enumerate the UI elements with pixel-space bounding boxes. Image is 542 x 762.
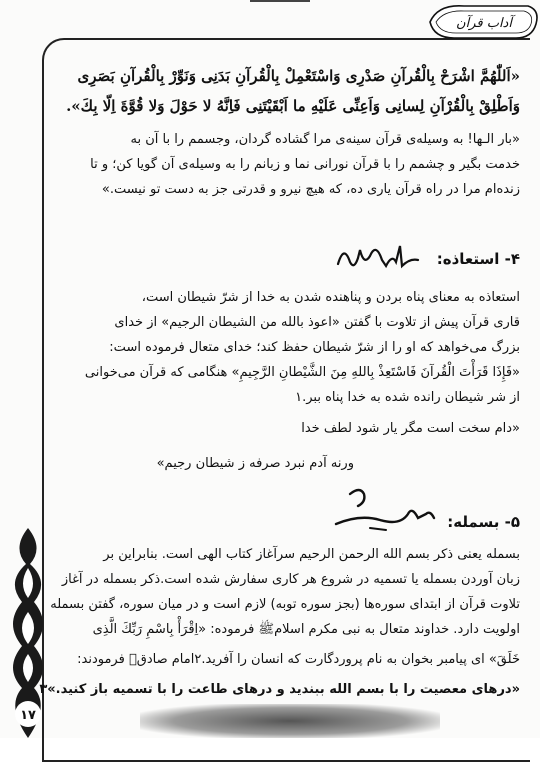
chapter-title: آداب قرآن [456, 16, 512, 31]
section-5-line-3: تلاوت قرآن از ابتدای سوره‌ها (بجز سوره توبه) لازم است و در میان سوره، گفتن بسمله [50, 597, 520, 612]
section-5-line-4: اولویت دارد. خداوند متعال به نبی مکرم اسلامﷺ فرموده: «اِقْرَأْ بِاسْمِ رَبِّكَ الَّذِی [92, 622, 520, 637]
section-4-line-1: استعاذه به معنای پناه بردن و پناهنده شدن به خدا از شرّ شیطان است، [141, 290, 520, 305]
translation-line-2: خدمت بگیر و چشمم را با قرآن نورانی نما و زبانم را به وسیله‌ی آن گویا کن؛ و تا [90, 157, 520, 172]
handwritten-note-icon [330, 236, 430, 276]
page-number: ۱۷ [20, 708, 36, 723]
section-5-line-6: «درهای معصیت را با بسم الله ببندید و درهای طاعت را با تسمیه باز کنید.»۳ [39, 682, 520, 697]
section-4-line-5: از شر شیطان رانده شده به خدا پناه ببر.۱ [295, 390, 520, 405]
side-ornament [0, 528, 56, 738]
handwritten-note-2-icon [330, 484, 440, 534]
section-5-line-5: خَلَقَ» ای پیامبر بخوان به نام پروردگارت که انسان را آفرید.۲امام صادقؑ فرمودند: [77, 652, 520, 667]
chapter-title-badge [424, 0, 542, 44]
section-5-line-1: بسمله یعنی ذکر بسم الله الرحمن الرحیم سرآغاز کتاب الهی است. بنابراین بر [103, 547, 520, 562]
section-4-line-2: قاری قرآن پیش از تلاوت با گفتن «اعوذ بالله من الشیطان الرجیم» از خدای [114, 315, 520, 330]
translation-line-3: زنده‌ام مرا در راه قرآن یاری ده، که هیچ نیرو و قدرتی جز به دست تو نیست.» [101, 182, 520, 197]
scan-smudge [140, 704, 440, 738]
poem-line-2: ورنه آدم نبرد صرفه ز شیطان رجیم» [156, 456, 354, 471]
section-5-line-2: زبان آوردن بسمله یا تسمیه در شروع هر کاری سفارش شده است.ذکر بسمله در آغاز [61, 572, 520, 587]
section-5-heading: ۵- بسمله: [447, 513, 520, 531]
dua-line-2: وَاَطْلِقْ بِالْقُرْآنِ لِسانِی وَاَعِنِّی عَلَیْهِ ما اَبْقَیْتَنِی فَاِنَّهُ لا حَوْلَ وَلا قُوَّةَ اِلّا بِكَ». [66, 97, 520, 115]
section-4-line-3: بزرگ می‌خواهد که او را از شرّ شیطان حفظ کند؛ خدای متعال فرموده است: [109, 340, 520, 355]
section-4-line-4: «فَإِذَا قَرَأْتَ الْقُرآنَ فَاسْتَعِذْ بِاللهِ مِنَ الشَّیْطانِ الرَّجِیمِ» هنگامی که قرآن می‌خوانی [84, 365, 520, 380]
section-4-heading: ۴- استعاذه: [436, 250, 520, 268]
top-rule [250, 0, 310, 2]
translation-line-1: «بار الـها! به وسیله‌ی قرآن سینه‌ی مرا گشاده گردان، وجسمم را با آن به [130, 132, 520, 147]
dua-line-1: «اَللّٰهُمَّ اشْرَحْ بِالْقُرآنِ صَدْرِی وَاسْتَعْمِلْ بِالْقُرآنِ بَدَنِی وَنَوِّرْ بِالْقُرآنِ بَصَرِی [77, 67, 520, 85]
poem-line-1: «دام سخت است مگر یار شود لطف خدا [301, 421, 520, 436]
